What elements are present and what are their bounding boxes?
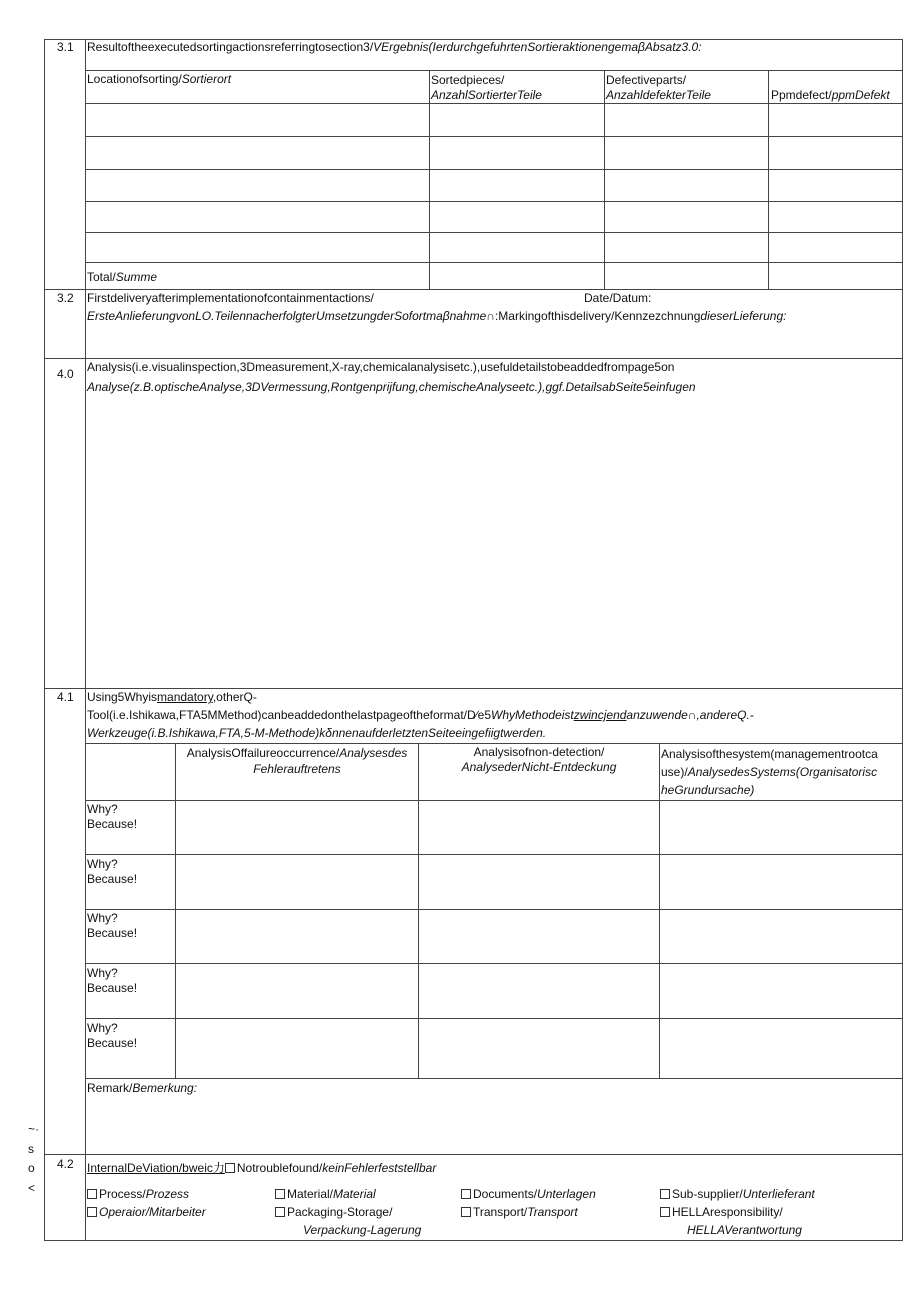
- section-number: 4.0: [57, 367, 74, 381]
- first-delivery-label: Firstdeliveryafterimplementationofcontainmentactions/: [87, 291, 374, 305]
- checkbox-packaging[interactable]: [275, 1207, 285, 1217]
- five-why-intro: Werkzeuge(i.B.Ishikawa,FTA,5-M-Methode)kδnnenaufderletztenSeiteeingefiigtwerden.: [87, 726, 547, 740]
- margin-mark: ~·: [28, 1122, 40, 1136]
- col-nondetection-header: Analysisofnon-detection/ AnalysederNicht-Entdeckung: [461, 745, 617, 774]
- cause-packaging-de: Verpackung-Lagerung: [303, 1223, 422, 1237]
- checkbox-material[interactable]: [275, 1189, 285, 1199]
- why-because-row: Why? Because!: [87, 911, 138, 940]
- cause-hella-de: HELLAVerantwortung: [687, 1223, 802, 1237]
- checkbox-transport[interactable]: [461, 1207, 471, 1217]
- section-number: 4.2: [57, 1157, 74, 1171]
- col-location-header: Locationofsorting/Sortierort: [87, 72, 232, 86]
- cause-transport: Transport/Transport: [461, 1205, 578, 1220]
- margin-mark: <: [28, 1181, 36, 1195]
- section-title: Resultoftheexecutedsortingactionsreferringtosection3/VErgebnis(IerdurchgefuhrtenSortieraktionengemaβAbsatz3.0:: [87, 40, 702, 54]
- cause-process: Process/Prozess: [87, 1187, 189, 1202]
- section-number: 3.2: [57, 291, 74, 305]
- col-system-header: Analysisofthesystem(managementrootca use)/AnalysedesSystems(Organisatorisc heGrundursache): [661, 747, 878, 797]
- cause-documents: Documents/Unterlagen: [461, 1187, 596, 1202]
- col-defective-header: Defectiveparts/ AnzahldefekterTeile: [606, 73, 711, 102]
- marking-label: ErsteAnlieferungvonLO.TeilennacherfolgterUmsetzungderSofortmaβnahme∩:Markingofthisdelivery/KennzezchnungdieserLieferung:: [87, 309, 787, 323]
- col-sorted-header: Sortedpieces/ AnzahlSortierterTeile: [431, 73, 542, 102]
- section-number: 3.1: [57, 40, 74, 54]
- checkbox-operator[interactable]: [87, 1207, 97, 1217]
- analysis-label-de: Analyse(z.B.optischeAnalyse,3DVermessung,Rontgenprijfung,chemischeAnalyseetc.),ggf.DetailsabSeite5einfugen: [87, 380, 696, 394]
- total-label: Total/Summe: [87, 270, 158, 284]
- margin-mark: o: [28, 1161, 35, 1175]
- checkbox-no-trouble-found[interactable]: [225, 1163, 235, 1173]
- why-because-row: Why? Because!: [87, 1021, 138, 1050]
- five-why-intro: Using5Whyismandatory,otherQ-: [87, 690, 257, 704]
- remark-label: Remark/Bemerkung:: [87, 1081, 198, 1095]
- cause-material: Material/Material: [275, 1187, 376, 1202]
- margin-mark: s: [28, 1142, 34, 1156]
- col-occurrence-header: AnalysisOffailureoccurrence/Analysesdes Fehlerauftretens: [186, 746, 408, 776]
- cause-hella: HELLAresponsibility/: [660, 1205, 783, 1220]
- analysis-label: Analysis(i.e.visualinspection,3Dmeasurement,X-ray,chemicalanalysisetc.),usefuldetailstobeaddedfrompage5on: [87, 360, 675, 374]
- internal-deviation-row: InternalDeViation/bweic力 Notroublefound/keinFehlerfeststellbar: [87, 1161, 437, 1175]
- cause-sub-supplier: Sub-supplier/Unterlieferant: [660, 1187, 815, 1202]
- why-because-row: Why? Because!: [87, 966, 138, 995]
- cause-operator: Operaior/Mitarbeiter: [87, 1205, 206, 1220]
- checkbox-process[interactable]: [87, 1189, 97, 1199]
- checkbox-hella[interactable]: [660, 1207, 670, 1217]
- col-ppm-header: Ppmdefect/ppmDefekt: [771, 88, 890, 102]
- why-because-row: Why? Because!: [87, 857, 138, 886]
- cause-packaging: Packaging-Storage/: [275, 1205, 392, 1220]
- checkbox-documents[interactable]: [461, 1189, 471, 1199]
- date-label: Date/Datum:: [584, 291, 652, 305]
- section-number: 4.1: [57, 690, 74, 704]
- why-because-row: Why? Because!: [87, 802, 138, 831]
- five-why-intro: Tool(i.e.Ishikawa,FTA5MMethod)canbeaddedonthelastpageoftheformat/D∕e5WhyMethodeistzwincjendanzuwende∩,andereQ.-: [87, 708, 754, 722]
- checkbox-sub-supplier[interactable]: [660, 1189, 670, 1199]
